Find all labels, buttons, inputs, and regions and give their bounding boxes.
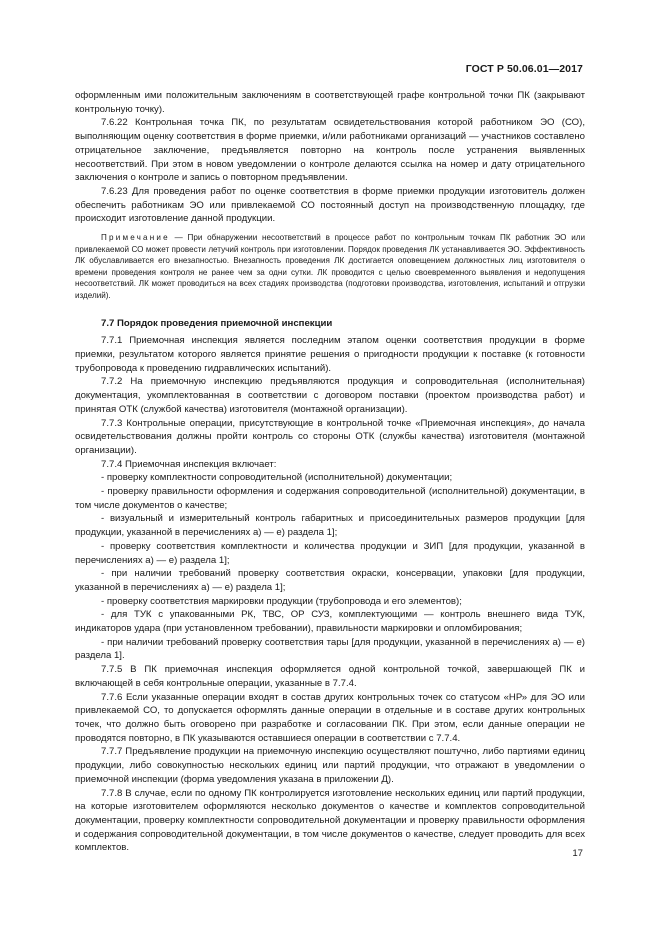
list-item: - визуальный и измерительный контроль габаритных и присоединительных размеров продукции [для продукции, указанной в перечислениях а) — е) раздела 1]; xyxy=(75,513,585,539)
paragraph-continuation: оформленным ими положительным заключениям в соответствующей графе контрольной точки ПК (закрывают контрольную точку). xyxy=(75,90,585,115)
list-item: - при наличии требований проверку соответствия тары [для продукции, указанной в перечислениях а) — е) раздела 1]. xyxy=(75,636,585,662)
section-heading: 7.7 Порядок проведения приемочной инспекции xyxy=(101,317,333,329)
list-item: - проверку соответствия комплектности и количества продукции и ЗИП [для продукции, указанной в перечислениях а) — е) раздела 1]; xyxy=(75,540,585,566)
paragraph-7-7-4: 7.7.4 Приемочная инспекция включает: xyxy=(101,458,277,470)
paragraph-7-6-23: 7.6.23 Для проведения работ по оценке соответствия в форме приемки продукции изготовитель должен обеспечить работникам ЭО или привлекаемой СО постоянный доступ на производственную площадку, где происходит изготовление данной продукции. xyxy=(75,185,585,225)
list-item: - для ТУК с упакованными РК, ТВС, ОР СУЗ, комплектующими — контроль внешнего вида ТУК, индикаторов удара (при установленном требовании), правильности маркировки и опломбирования; xyxy=(75,609,585,635)
note-text: — При обнаружении несоответствий в процессе работ по контрольным точкам ПК работник ЭО или привлекаемой СО может провести летучий контроль при изготовлении. Порядок проведения ЛК устанавливается ЭО. Эффективность ЛК обуславливается его внезапностью. Внезапность проведения ЛК достигается оповещением должностных лиц изготовителя о времени проведения контроля не ранее чем за одни сутки. ЛК проводится с целью своевременного выявления и недопущения несоответствий. ЛК может проводиться на всех стадиях производства (подготовки производства, изготовления, испытаний и отгрузки изделий). xyxy=(75,233,585,300)
paragraph-7-6-22: 7.6.22 Контрольная точка ПК, по результатам освидетельствования которой работником ЭО (СО), выполняющим оценку соответствия в форме приемки, и/или работниками организаций — участников составлено отрицательное заключение, предъявляется повторно на контроль после устранения выявленных несоответствий. При этом в новом уведомлении о контроле делаются ссылка на номер и дату отрицательного заключения о контроле и запись о повторном предъявлении. xyxy=(75,117,585,184)
list-item: - проверку комплектности сопроводительной (исполнительной) документации; xyxy=(101,472,453,484)
paragraph-7-7-8: 7.7.8 В случае, если по одному ПК контролируется изготовление нескольких единиц или партий продукции, на которые изготовителем оформляются несколько документов о качестве и комплектов сопроводительной документации, проверку комплектности сопроводительной документации и проверку правильности оформления и содержания сопроводительной документации, в том числе документов о качестве, следует проводить для всех комплектов. xyxy=(75,787,585,854)
note xyxy=(75,232,585,302)
paragraph-7-7-6: 7.7.6 Если указанные операции входят в состав других контрольных точек со статусом «НР» для ЭО или привлекаемой СО, то допускается оформлять данные операции в отдельные и в составе других контрольных точек, что должно быть оговорено при разработке и согласовании ПК. При этом, если данные операции не проводятся повторно, в ПК указываются оставшиеся операции в соответствии с 7.7.4. xyxy=(75,691,585,744)
list-item: - проверку правильности оформления и содержания сопроводительной (исполнительной) документации, в том числе документов о качестве; xyxy=(75,486,585,511)
paragraph-7-7-2: 7.7.2 На приемочную инспекцию предъявляются продукция и сопроводительная (исполнительная) документация, укомплектованная в соответствии с договором поставки (проектом производства работ) и принятая ОТК (службой качества) изготовителя (монтажной организации). xyxy=(75,376,585,415)
note-label: Примечание xyxy=(101,233,170,243)
document-code: ГОСТ Р 50.06.01—2017 xyxy=(465,63,583,75)
paragraph-7-7-5: 7.7.5 В ПК приемочная инспекция оформляется одной контрольной точкой, завершающей ПК и включающей в себя контрольные операции, указанные в 7.7.4. xyxy=(75,664,585,689)
paragraph-7-7-1: 7.7.1 Приемочная инспекция является последним этапом оценки соответствия продукции в форме приемки, результатом которого является принятие решения о пригодности продукции к поставке (к готовности трубопровода к проведению гидравлических испытаний). xyxy=(75,335,585,374)
paragraph-7-7-3: 7.7.3 Контрольные операции, присутствующие в контрольной точке «Приемочная инспекция», до начала освидетельствования должны пройти контроль со стороны ОТК (службы качества) изготовителя (монтажной организации). xyxy=(75,417,585,456)
page-body xyxy=(75,89,585,855)
page-number: 17 xyxy=(572,848,583,859)
list-item: - проверку соответствия маркировки продукции (трубопровода и его элементов); xyxy=(101,595,462,607)
list-item: - при наличии требований проверку соответствия окраски, консервации, упаковки [для продукции, указанной в перечислениях а) — е) раздела 1]; xyxy=(75,568,585,593)
paragraph-7-7-7: 7.7.7 Предъявление продукции на приемочную инспекцию осуществляют поштучно, либо партиями единиц продукции, либо совокупностью нескольких единиц или партий продукции, что отражают в уведомлении о приемочной инспекции (форма уведомления указана в приложении Д). xyxy=(75,746,585,785)
